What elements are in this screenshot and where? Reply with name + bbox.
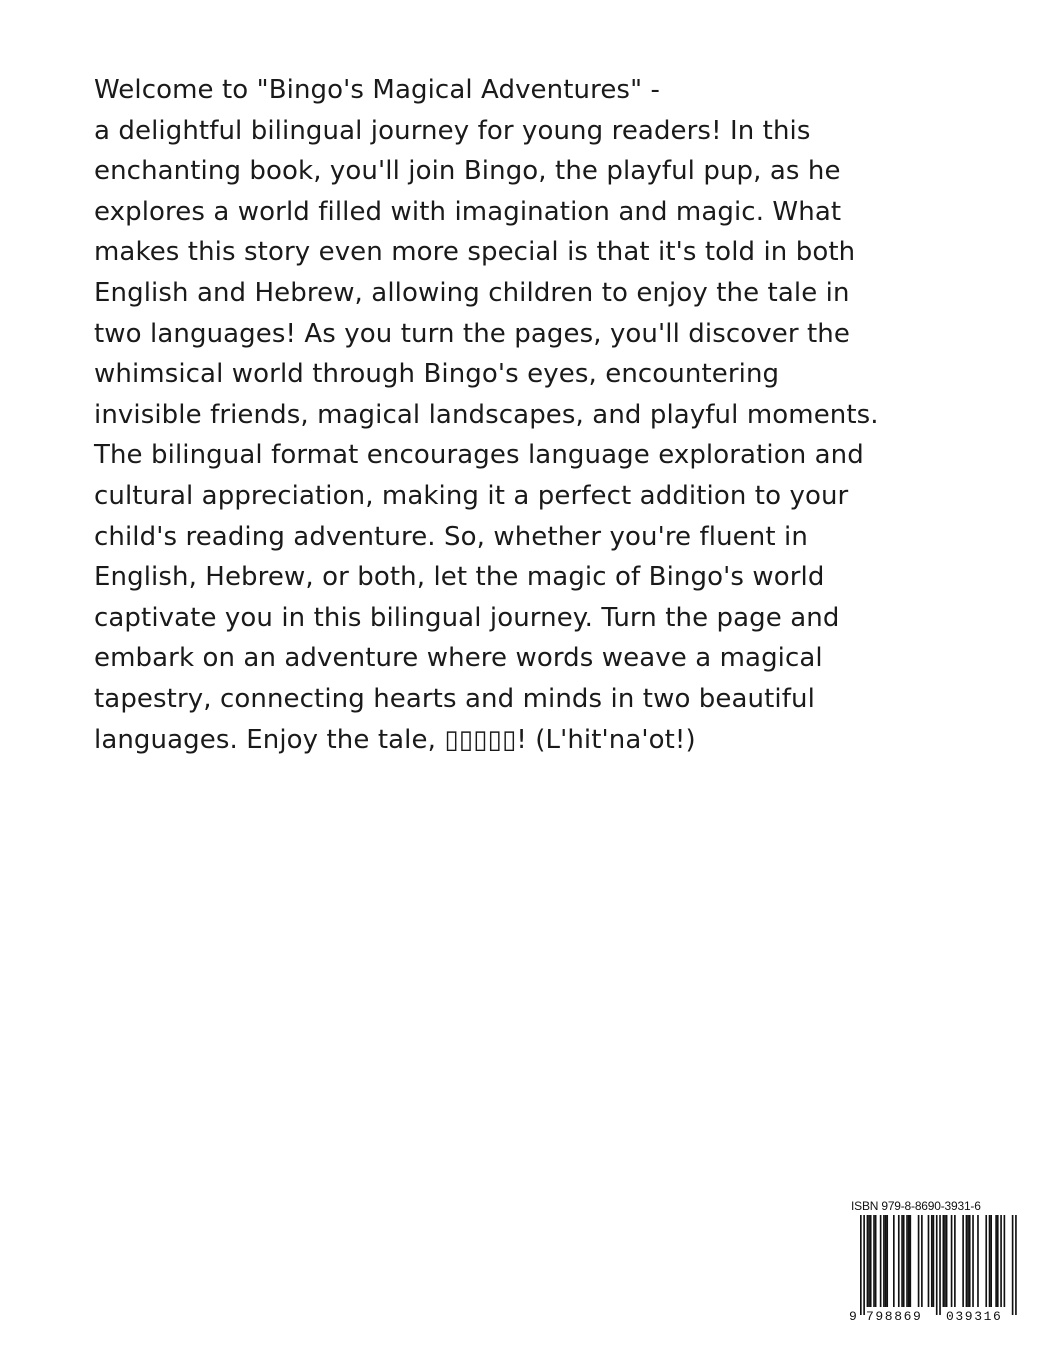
barcode-bar (989, 1215, 991, 1307)
blurb-line: The bilingual format encourages language exploration and (94, 440, 864, 471)
barcode-bar (873, 1215, 875, 1307)
barcode-bar (931, 1215, 933, 1307)
blurb-line: child's reading adventure. So, whether you're fluent in (94, 521, 808, 552)
blurb-line: a delightful bilingual journey for young readers! In this (94, 115, 811, 146)
barcode-bar (901, 1215, 903, 1307)
barcode-bar (990, 1215, 992, 1307)
blurb-line: whimsical world through Bingo's eyes, encountering (94, 359, 780, 390)
barcode-bar (997, 1215, 999, 1307)
barcode-bar (908, 1215, 910, 1307)
barcode-bar (898, 1215, 900, 1307)
barcode-bar (954, 1215, 956, 1307)
barcode-digits (848, 1309, 1024, 1327)
barcode-bar (875, 1215, 877, 1307)
barcode-bar (921, 1215, 923, 1307)
barcode-bar (1000, 1215, 1002, 1307)
barcode-bar (1015, 1215, 1017, 1315)
barcode-bar (967, 1215, 969, 1307)
barcode-bar (995, 1215, 997, 1307)
blurb-line: languages. Enjoy the tale, ▯▯▯▯▯! (L'hit'na'ot!) (94, 724, 696, 755)
isbn-label: ISBN 979-8-8690-3931-6 (851, 1199, 981, 1213)
barcode-bar (893, 1215, 895, 1307)
blurb-line: cultural appreciation, making it a perfect addition to your (94, 480, 849, 511)
barcode-bar (1004, 1215, 1006, 1307)
barcode-bar (943, 1215, 945, 1307)
barcode-bar (863, 1215, 865, 1315)
barcode-first-digit: 9 (849, 1309, 857, 1324)
barcode-right-digits: 039316 (946, 1309, 1003, 1324)
barcode-bar (903, 1215, 905, 1307)
barcode-bar (1012, 1215, 1014, 1315)
blurb-line: captivate you in this bilingual journey. Turn the page and (94, 602, 840, 633)
barcode-bar (966, 1215, 968, 1307)
blurb-line: English and Hebrew, allowing children to enjoy the tale in (94, 277, 850, 308)
barcode-bar (867, 1215, 869, 1307)
barcode-bar (883, 1215, 885, 1307)
blurb-line: tapestry, connecting hearts and minds in two beautiful (94, 683, 815, 714)
barcode-bar (870, 1215, 872, 1307)
barcode-bars (848, 1215, 1024, 1315)
back-cover-blurb (94, 70, 954, 760)
blurb-line: invisible friends, magical landscapes, and playful moments. (94, 399, 879, 430)
blurb-line: Welcome to "Bingo's Magical Adventures" - (94, 75, 660, 105)
barcode-bar (977, 1215, 979, 1307)
barcode-bar (939, 1215, 941, 1315)
barcode-bar (906, 1215, 908, 1307)
blurb-line: two languages! As you turn the pages, you'll discover the (94, 318, 850, 349)
barcode-bar (936, 1215, 938, 1315)
blurb-line: English, Hebrew, or both, let the magic of Bingo's world (94, 562, 825, 593)
isbn-barcode (848, 1195, 1024, 1331)
barcode-bar (880, 1215, 882, 1307)
barcode-bar (944, 1215, 946, 1307)
barcode-bar (928, 1215, 930, 1307)
blurb-line: makes this story even more special is that it's told in both (94, 237, 856, 268)
barcode-bar (933, 1215, 935, 1307)
barcode-bar (918, 1215, 920, 1307)
barcode-bar (886, 1215, 888, 1307)
barcode-bar (985, 1215, 987, 1307)
barcode-left-digits: 798869 (866, 1309, 923, 1324)
barcode-bar (868, 1215, 870, 1307)
barcode-bar (910, 1215, 912, 1307)
barcode-bar (885, 1215, 887, 1307)
barcode-bar (962, 1215, 964, 1307)
barcode-bar (972, 1215, 974, 1307)
blurb-line: explores a world filled with imagination and magic. What (94, 196, 842, 227)
barcode-bar (969, 1215, 971, 1307)
blurb-line: embark on an adventure where words weave a magical (94, 643, 823, 674)
barcode-bar (946, 1215, 948, 1307)
barcode-bar (951, 1215, 953, 1307)
blurb-line: enchanting book, you'll join Bingo, the playful pup, as he (94, 156, 841, 187)
barcode-bar (860, 1215, 862, 1315)
